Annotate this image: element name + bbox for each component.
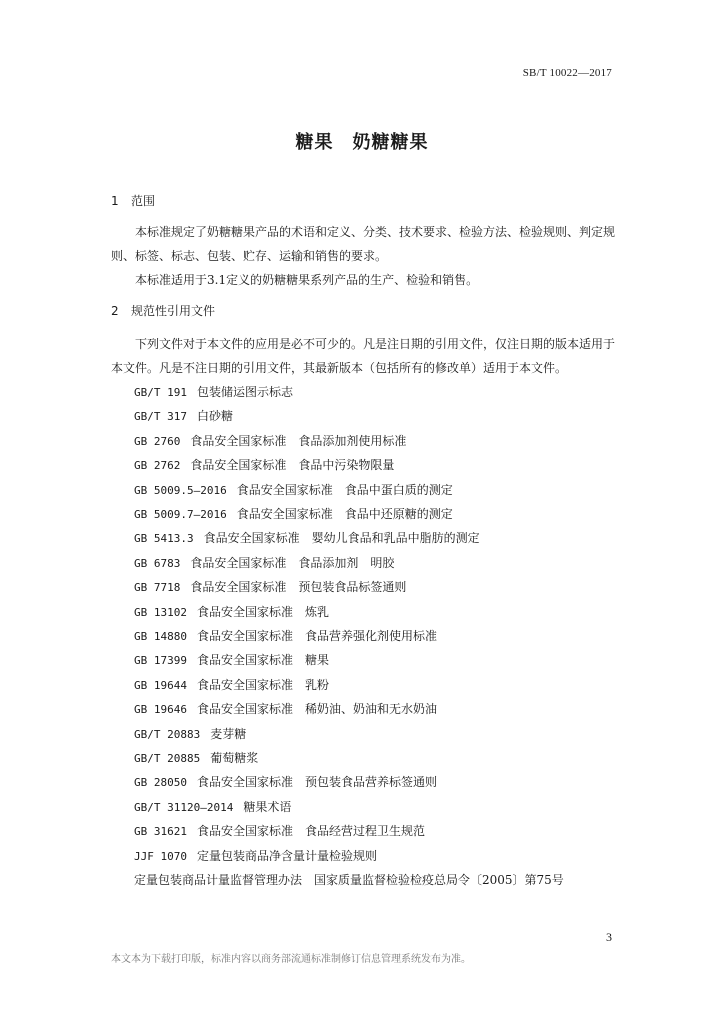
reference-item xyxy=(134,408,233,425)
reference-code: GB/T 191 xyxy=(134,386,187,399)
section-2-heading xyxy=(111,302,215,319)
reference-item xyxy=(134,750,258,767)
section-1-heading xyxy=(111,192,155,209)
reference-title: 麦芽糖 xyxy=(210,726,247,741)
reference-item xyxy=(134,628,437,645)
reference-title: 包装储运图示标志 xyxy=(196,385,293,399)
reference-item xyxy=(134,823,425,840)
reference-item xyxy=(134,482,453,499)
section-number: 2 xyxy=(111,304,119,318)
reference-code: JJF 1070 xyxy=(134,849,187,863)
reference-code: GB 17399 xyxy=(134,654,187,668)
reference-code: GB 2760 xyxy=(134,434,181,448)
reference-code: GB 2762 xyxy=(134,459,181,473)
page-number: 3 xyxy=(606,930,612,944)
reference-item xyxy=(134,848,377,865)
reference-title: 食品安全国家标准 炼乳 xyxy=(196,604,329,619)
reference-code: GB 6783 xyxy=(134,556,181,570)
reference-title: 食品安全国家标准 食品经营过程卫生规范 xyxy=(196,824,425,839)
reference-code: GB 14880 xyxy=(134,630,187,643)
reference-item xyxy=(134,433,406,450)
reference-item xyxy=(134,604,329,621)
section-title: 范围 xyxy=(131,194,156,208)
reference-title: 食品安全国家标准 预包装食品营养标签通则 xyxy=(196,775,437,790)
reference-title: 食品安全国家标准 食品添加剂 明胶 xyxy=(190,555,395,570)
reference-code: GB 28050 xyxy=(134,776,187,790)
reference-code: GB 19646 xyxy=(134,703,187,717)
reference-item xyxy=(134,872,564,888)
section-number: 1 xyxy=(111,194,119,208)
reference-code: GB 13102 xyxy=(134,605,187,619)
reference-code: GB 7718 xyxy=(134,581,181,595)
reference-code: GB/T 20883 xyxy=(134,727,201,741)
reference-title: 食品安全国家标准 食品中污染物限量 xyxy=(190,458,395,473)
reference-item xyxy=(134,555,394,572)
reference-item xyxy=(134,384,293,401)
section-2-intro: 下列文件对于本文件的应用是必不可少的。凡是注日期的引用文件，仅注日期的版本适用于本文件。凡是不注日期的引用文件，其最新版本（包括所有的修改单）适用于本文件。 xyxy=(111,337,616,375)
reference-title: 食品安全国家标准 糖果 xyxy=(196,653,329,668)
reference-code: GB/T 317 xyxy=(134,410,187,424)
reference-title: 食品安全国家标准 乳粉 xyxy=(196,677,329,692)
reference-code: GB 5413.3 xyxy=(134,532,194,546)
document-title: 糖果 奶糖糖果 xyxy=(295,132,429,153)
reference-item xyxy=(134,701,437,718)
reference-title: 食品安全国家标准 食品添加剂使用标准 xyxy=(190,433,407,448)
reference-code: GB 19644 xyxy=(134,678,187,692)
section-1-paragraph-1: 本标准规定了奶糖糖果产品的术语和定义、分类、技术要求、检验方法、检验规则、判定规则、标签、标志、包装、贮存、运输和销售的要求。 xyxy=(111,225,616,263)
reference-title: 食品安全国家标准 食品中还原糖的测定 xyxy=(236,507,453,521)
reference-code: GB/T 20885 xyxy=(134,752,201,765)
section-1-paragraph-2: 本标准适用于3.1定义的奶糖糖果系列产品的生产、检验和销售。 xyxy=(135,273,479,287)
reference-title: 定量包装商品净含量计量检验规则 xyxy=(196,848,377,863)
reference-item xyxy=(134,677,329,694)
reference-title: 食品安全国家标准 婴幼儿食品和乳品中脂肪的测定 xyxy=(203,531,480,546)
reference-title: 糖果术语 xyxy=(243,799,292,814)
reference-item xyxy=(134,457,394,474)
reference-item xyxy=(134,530,480,547)
reference-title: 食品安全国家标准 食品营养强化剂使用标准 xyxy=(196,629,437,643)
reference-title: 白砂糖 xyxy=(196,409,233,424)
reference-item xyxy=(134,579,406,596)
reference-code: GB 31621 xyxy=(134,825,187,839)
reference-item xyxy=(134,506,453,523)
reference-code: GB/T 31120—2014 xyxy=(134,800,234,814)
reference-title: 葡萄糖浆 xyxy=(210,751,259,765)
standard-code: SB/T 10022—2017 xyxy=(522,67,612,79)
reference-item xyxy=(134,799,291,816)
reference-title: 食品安全国家标准 预包装食品标签通则 xyxy=(190,580,407,595)
reference-code: GB 5009.7—2016 xyxy=(134,508,227,521)
reference-item xyxy=(134,774,437,791)
reference-title: 食品安全国家标准 稀奶油、奶油和无水奶油 xyxy=(196,702,437,717)
section-title: 规范性引用文件 xyxy=(131,304,216,318)
reference-code: GB 5009.5—2016 xyxy=(134,483,227,497)
reference-title: 定量包装商品计量监督管理办法 国家质量监督检验检疫总局令〔2005〕第75号 xyxy=(134,873,564,887)
reference-title: 食品安全国家标准 食品中蛋白质的测定 xyxy=(236,482,453,497)
footer-note: 本文本为下载打印版，标准内容以商务部流通标准制修订信息管理系统发布为准。 xyxy=(111,954,471,965)
reference-item xyxy=(134,726,246,743)
reference-item xyxy=(134,652,329,669)
